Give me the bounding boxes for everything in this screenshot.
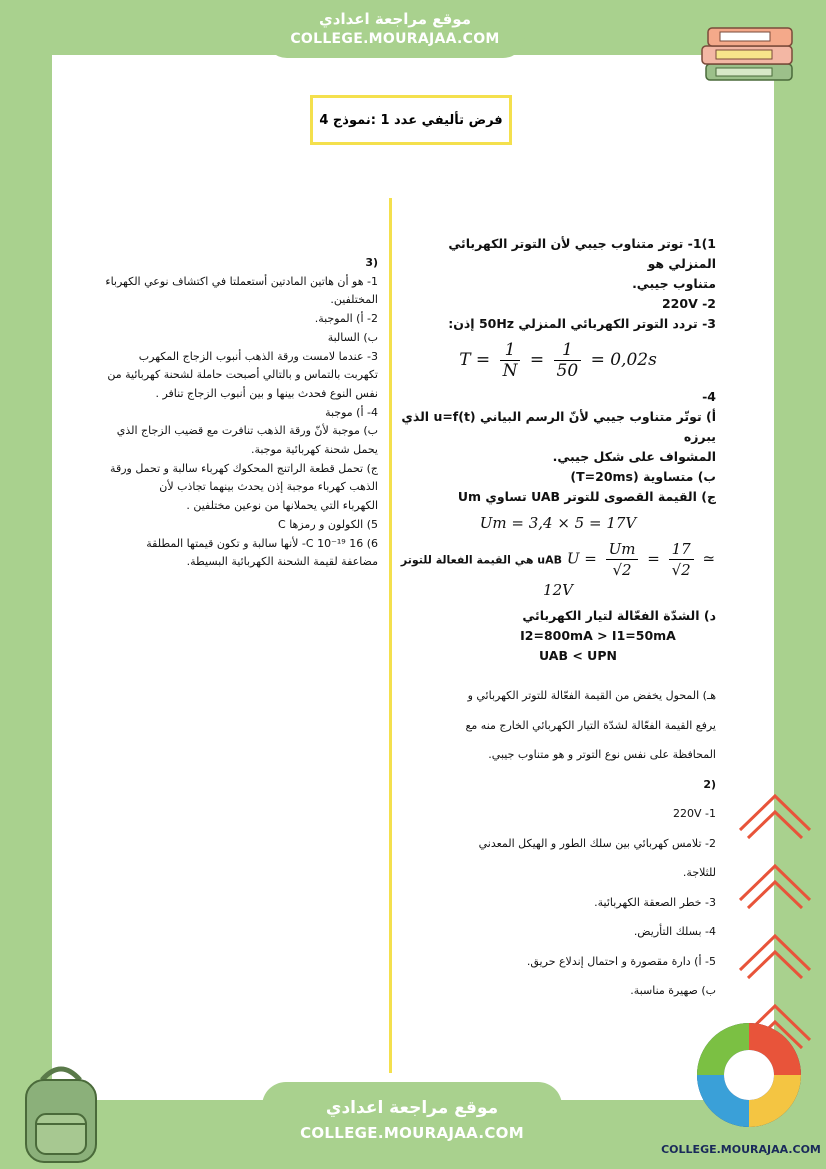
fraction: [606, 539, 639, 580]
section-2-line: ب) صهيرة مناسبة.: [630, 984, 716, 997]
answer-4d: د) الشدّة الفعّالة لتيار الكهربائي: [522, 608, 716, 623]
right-column: [400, 234, 716, 666]
fraction: [554, 340, 582, 381]
answer-4a-line2: المشواف على شكل جيبي.: [552, 449, 716, 464]
transformer-line: يرفع القيمة الفعّالة لشدّة التيار الكهربائي الخارج منه مع: [465, 718, 716, 732]
formula-lhs: T =: [459, 350, 491, 370]
period-formula: [400, 340, 716, 381]
page-title: فرض تأليفي عدد 1 :نموذج 4: [310, 95, 512, 145]
fraction-numerator: 17: [669, 539, 694, 560]
section-2-line: 5- أ) دارة مقصورة و احتمال إندلاع حريق.: [526, 954, 716, 968]
answer-4a-line1: أ) توتّر متناوب جيبي لأنّ الرسم البياني u=f(t) الذي يبرزه: [401, 409, 716, 444]
left-line: المختلفين.: [330, 293, 378, 307]
fraction: [669, 539, 694, 580]
formula-result: = 0,02s: [590, 350, 657, 370]
left-line: 2- أ) الموجبة.: [314, 312, 378, 326]
site-logo-icon[interactable]: [694, 1020, 804, 1130]
left-line: مضاعفة لقيمة الشحنة الكهربائية البسيطة.: [186, 555, 378, 569]
fraction-numerator: 1: [554, 340, 582, 361]
left-heading: (3: [365, 256, 378, 269]
current-comparison: I2=800mA > I1=50mA: [520, 628, 676, 643]
column-divider: [389, 198, 392, 1073]
header-banner[interactable]: [265, 0, 525, 58]
formula-result: ≃ 12V: [543, 549, 716, 599]
transformer-line: المحافظة على نفس نوع التوتر و هو متناوب جيبي.: [488, 748, 716, 761]
fraction: [500, 340, 521, 381]
left-line: الكهرباء التي يحملانها من نوعين مختلفين .: [186, 499, 378, 513]
rms-voltage-formula: [400, 539, 716, 600]
left-line: نفس النوع فحدث بينها و بين أنبوب الزجاج تنافر .: [155, 386, 378, 400]
section-2-heading: (2: [703, 777, 716, 791]
books-icon: [694, 12, 804, 92]
section-2-line: 4- بسلك التأريض.: [633, 925, 716, 938]
backpack-icon: [12, 1058, 110, 1166]
left-line: 4- أ) موجبة: [325, 405, 378, 419]
left-line: ب) السالبة: [327, 330, 378, 344]
footer-site-name: موقع مراجعة اعدادي: [325, 1098, 499, 1118]
answer-2: 220V -2: [661, 296, 716, 311]
fraction-numerator: Um: [606, 539, 639, 560]
left-line: الذهب كهرباء موجبة إذن يحدث بينهما تجاذب لأن: [159, 480, 378, 494]
answer-4c: ج) القيمة القصوى للتوتر UAB تساوي Um: [457, 489, 716, 504]
fraction-denominator: √2: [671, 561, 691, 579]
logo-url[interactable]: COLLEGE.MOURAJAA.COM: [661, 1143, 821, 1156]
left-line: تكهربت بالتماس و بالتالي أصبحت حاملة لشحنة كهربائية من: [107, 368, 378, 382]
left-line: 6) C 10⁻¹⁹ 16- لأنها سالبة و تكون قيمتها المطلقة: [146, 536, 378, 550]
left-line: يحمل شحنة كهربائية موجبة.: [250, 443, 378, 457]
fraction-denominator: N: [502, 361, 518, 381]
answer-1-line2: متناوب جيبي.: [632, 276, 716, 291]
answer-3: 3- تردد التوتر الكهربائي المنزلي 50Hz إذن:: [448, 316, 716, 331]
section-2-line: 2- تلامس كهربائي بين سلك الطور و الهيكل المعدني: [478, 836, 716, 850]
transformer-line: هـ) المحول يخفض من القيمة الفعّالة للتوتر الكهربائي و: [467, 689, 716, 702]
header-site-name: موقع مراجعة اعدادي: [319, 10, 471, 28]
left-line: ج) تحمل قطعة الراتنج المحكوك كهرباء سالبة و تحمل ورقة: [110, 461, 378, 475]
left-line: 5) الكولون و رمزها C: [278, 517, 378, 531]
section-2-line: 3- خطر الصعقة الكهربائية.: [594, 895, 716, 909]
formula-equals: =: [529, 350, 545, 370]
voltage-comparison: UAB < UPN: [539, 648, 617, 663]
section-2-line: للثلاجة.: [682, 866, 716, 879]
section-2-line: 220V -1: [673, 807, 716, 820]
section-2: [400, 676, 716, 1012]
footer-site-url[interactable]: COLLEGE.MOURAJAA.COM: [300, 1124, 524, 1142]
left-line: ب) موجبة لأنّ ورقة الذهب تنافرت مع قضيب الزجاج الذي: [116, 424, 378, 438]
fraction-numerator: 1: [500, 340, 521, 361]
header-site-url[interactable]: COLLEGE.MOURAJAA.COM: [290, 31, 500, 47]
left-line: 3- عندما لامست ورقة الذهب أنبوب الزجاج المكهرب: [138, 349, 378, 363]
answer-4b: ب) متساوية (T=20ms): [570, 469, 716, 484]
formula-lhs: U =: [566, 549, 597, 568]
answer-4: 4-: [702, 389, 716, 404]
formula-equals: =: [647, 549, 660, 568]
left-line: 1- هو أن هاتين المادتين أستعملتا في اكتشاف نوعي الكهرباء: [105, 274, 378, 288]
fraction-denominator: 50: [556, 361, 579, 381]
rms-voltage-label: هي القيمة الفعالة للتوتر uAB: [400, 553, 563, 567]
left-column: [70, 254, 378, 572]
max-voltage-formula: Um = 3,4 × 5 = 17V: [479, 514, 637, 532]
fraction-denominator: √2: [612, 561, 632, 579]
footer-banner[interactable]: [262, 1082, 562, 1169]
answer-1-line1: 1)1- توتر متناوب جيبي لأن التوتر الكهربائي المنزلي هو: [448, 236, 716, 271]
